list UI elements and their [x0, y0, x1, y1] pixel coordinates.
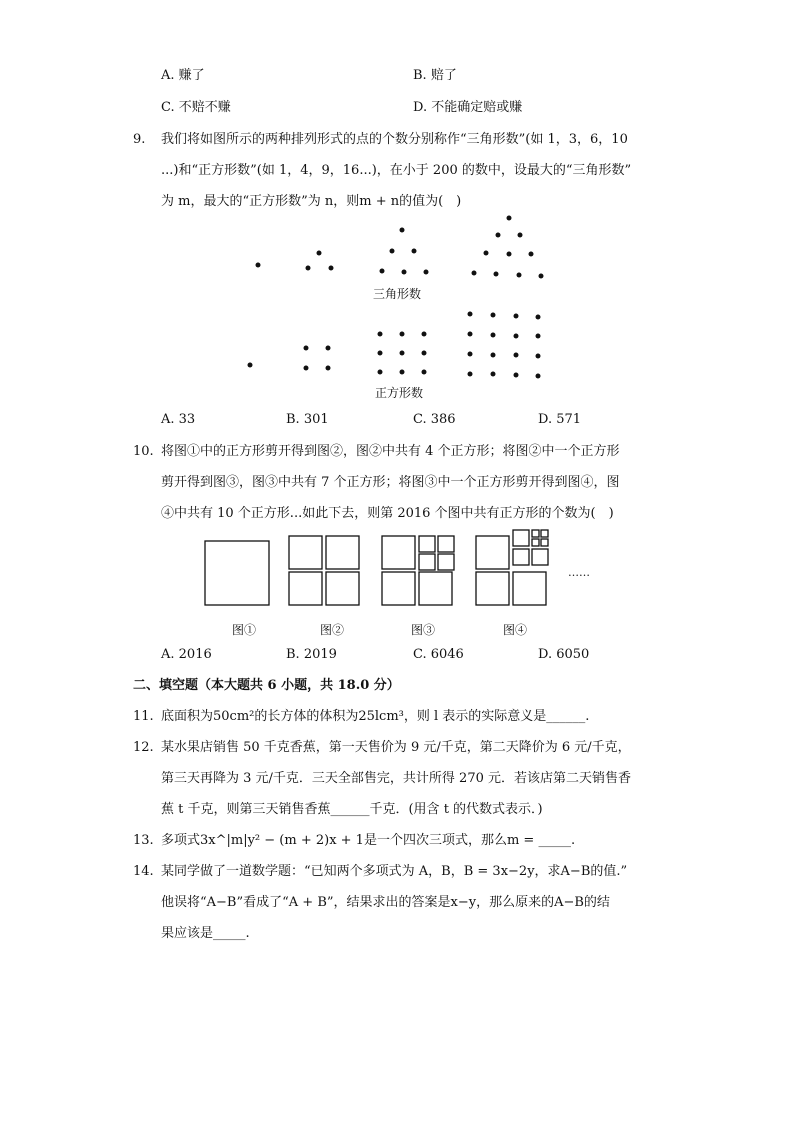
figure-ellipsis: …… [568, 566, 590, 579]
q10-option-a: A. 2016 [161, 647, 212, 662]
q10-text-line2: 剪开得到图③，图③中共有 7 个正方形；将图③中一个正方形剪开得到图④，图 [161, 475, 620, 490]
q10-option-c: C. 6046 [413, 647, 464, 662]
figure-1-caption: 图① [232, 623, 257, 637]
q9-text-line3: 为 m，最大的“正方形数”为 n，则m + n的值为( ) [161, 194, 462, 209]
q14-text-line1: 某同学做了一道数学题：“已知两个多项式为 A，B，B = 3x−2y，求A−B的值.” [161, 864, 628, 879]
q14-text-line3: 果应该是_____. [161, 926, 250, 941]
figure-4 [476, 530, 548, 605]
q10-option-b: B. 2019 [286, 647, 337, 662]
q12-number: 12. [133, 740, 154, 755]
q13-number: 13. [133, 833, 154, 848]
q8-option-a: A. 赚了 [161, 68, 205, 83]
q10-option-d: D. 6050 [538, 647, 590, 662]
figure-2 [289, 536, 359, 605]
square-dots [248, 312, 541, 379]
figure-3 [382, 536, 454, 605]
q9-option-a: A. 33 [161, 412, 196, 427]
q12-text-line2: 第三天再降为 3 元/千克．三天全部售完，共计所得 270 元．若该店第二天销售香 [161, 771, 631, 786]
q12-text-line3: 蕉 t 千克，则第三天销售香蕉______千克．(用含 t 的代数式表示．) [161, 802, 543, 817]
q9-number: 9. [133, 132, 146, 147]
q10-square-figure [200, 528, 560, 610]
q9-option-c: C. 386 [413, 412, 456, 427]
q11-text-line1: 底面积为50cm²的长方体的体积为25lcm³，则 l 表示的实际意义是______. [161, 709, 590, 724]
q10-text-line1: 将图①中的正方形剪开得到图②，图②中共有 4 个正方形；将图②中一个正方形 [161, 444, 620, 459]
q9-option-b: B. 301 [286, 412, 329, 427]
section-heading: 二、填空题（本大题共 6 小题，共 18.0 分） [133, 678, 400, 693]
q10-text-line3: ④中共有 10 个正方形...如此下去，则第 2016 个图中共有正方形的个数为( ) [161, 506, 614, 521]
q8-option-b: B. 赔了 [413, 68, 457, 83]
triangle-dots [256, 216, 544, 279]
q10-number: 10. [133, 444, 154, 459]
q8-option-c: C. 不赔不赚 [161, 100, 231, 115]
q14-text-line2: 他误将“A−B”看成了“A + B”，结果求出的答案是x−y，那么原来的A−B的结 [161, 895, 610, 910]
figure-2-caption: 图② [320, 623, 345, 637]
q9-option-d: D. 571 [538, 412, 582, 427]
q14-number: 14. [133, 864, 154, 879]
q9-text-line1: 我们将如图所示的两种排列形式的点的个数分别称作“三角形数”(如 1，3，6，10 [161, 132, 628, 147]
q9-text-line2: ...)和“正方形数”(如 1，4，9，16...)，在小于 200 的数中，设最大的“三角形数” [161, 163, 632, 178]
q12-text-line1: 某水果店销售 50 千克香蕉，第一天售价为 9 元/千克，第二天降价为 6 元/千克， [161, 740, 631, 755]
triangle-number-caption: 三角形数 [373, 287, 422, 301]
figure-1 [205, 541, 269, 605]
square-number-caption: 正方形数 [375, 386, 424, 400]
q11-number: 11. [133, 709, 154, 724]
q8-option-d: D. 不能确定赔或赚 [413, 100, 523, 115]
q13-text-line1: 多项式3x^|m|y² − (m + 2)x + 1是一个四次三项式，那么m = _____. [161, 833, 576, 848]
figure-3-caption: 图③ [411, 623, 436, 637]
figure-4-caption: 图④ [503, 623, 528, 637]
